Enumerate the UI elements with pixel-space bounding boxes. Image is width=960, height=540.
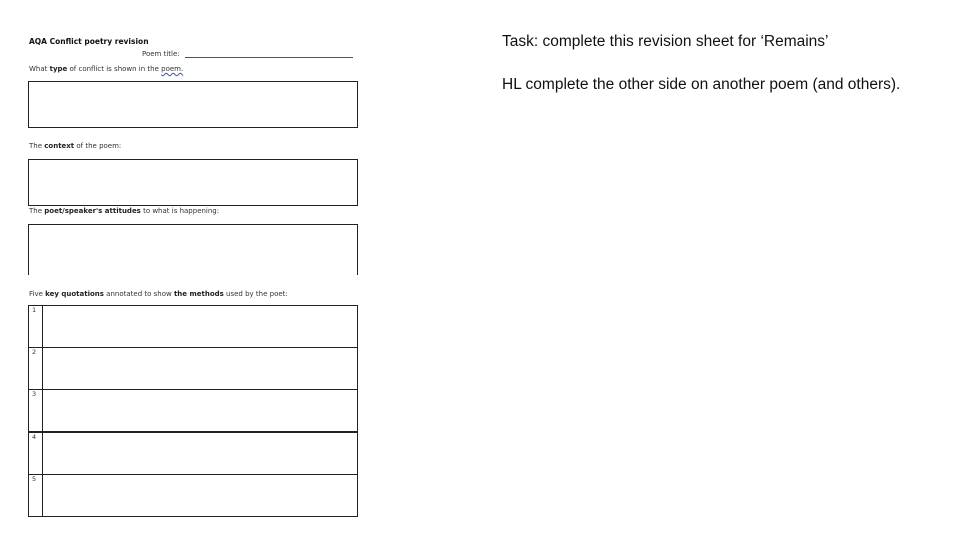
conflict-question [29, 65, 183, 73]
text-bold: type [49, 65, 68, 73]
quotation-number: 3 [32, 390, 37, 398]
poem-title-line [185, 57, 353, 58]
revision-sheet [0, 0, 380, 540]
attitudes-label [29, 207, 219, 215]
text-part: of the poem: [74, 142, 122, 150]
text-bold: the methods [173, 290, 224, 298]
quotation-row[interactable] [28, 432, 358, 475]
quotation-row[interactable] [28, 389, 358, 432]
text-part: The [29, 142, 45, 150]
text-bold: context [44, 142, 75, 150]
attitudes-answer-box[interactable] [28, 224, 358, 275]
context-answer-box[interactable] [28, 159, 358, 206]
context-label [29, 142, 121, 150]
text-part: used by the poet: [223, 290, 288, 298]
quotations-label [29, 290, 288, 298]
hl-instruction: HL complete the other side on another poem (and others). [502, 76, 901, 93]
sheet-title: AQA Conflict poetry revision [29, 37, 149, 46]
quotation-number: 2 [32, 348, 37, 356]
text-wavy: poem. [161, 65, 184, 73]
text-part: What [29, 65, 50, 73]
text-part: The [29, 207, 45, 215]
quotation-row[interactable] [28, 305, 358, 348]
quotation-number: 5 [32, 475, 37, 483]
text-part: of conflict is shown in the [67, 65, 162, 73]
quotation-number: 4 [32, 433, 37, 441]
quotation-number: 1 [32, 306, 37, 314]
text-part: annotated to show [103, 290, 174, 298]
text-bold: poet/speaker's attitudes [44, 207, 141, 215]
text-bold: key quotations [45, 290, 104, 298]
conflict-answer-box[interactable] [28, 81, 358, 128]
task-instruction: Task: complete this revision sheet for ‘Remains’ [502, 33, 829, 50]
poem-title-label: Poem title: [142, 50, 180, 58]
text-part: Five [29, 290, 46, 298]
text-part: to what is happening: [140, 207, 220, 215]
quotation-row[interactable] [28, 474, 358, 517]
quotation-row[interactable] [28, 347, 358, 390]
